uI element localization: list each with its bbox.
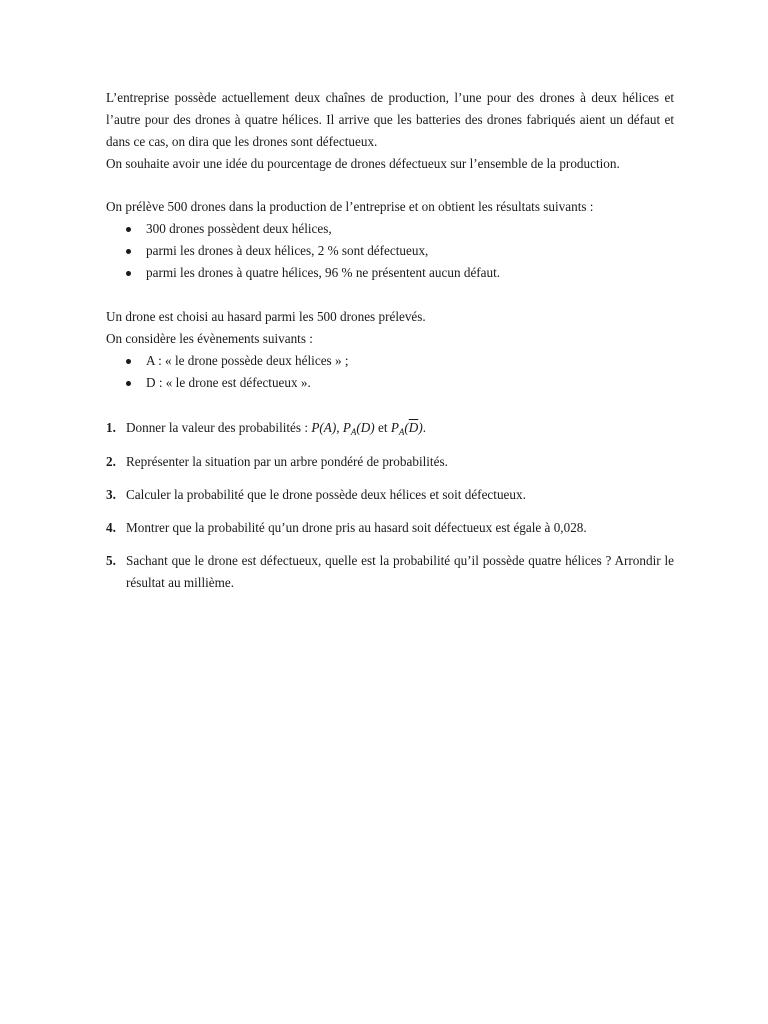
list-item-text: parmi les drones à quatre hélices, 96 % ne présentent aucun défaut.: [146, 265, 501, 280]
prob-pa-notd-bar: $\overline{D}$: [408, 420, 419, 435]
events-line-2: On considère les évènements suivants :: [106, 331, 313, 346]
bullet-icon: [126, 381, 131, 386]
question-3: [106, 484, 674, 506]
events-paragraph: [106, 306, 674, 350]
prob-pa-notd-symbol: P: [390, 420, 399, 435]
list-item-text: A : « le drone possède deux hélices » ;: [146, 353, 349, 368]
list-item: [106, 218, 500, 240]
bullet-icon: [126, 359, 131, 364]
sample-list: [106, 218, 500, 284]
list-item: [106, 240, 500, 262]
events-line-1: Un drone est choisi au hasard parmi les 500 drones prélevés.: [106, 309, 426, 324]
prob-pa-notd-close: ): [418, 420, 423, 435]
prob-pa-notd-open: (: [404, 420, 409, 435]
prob-p-a: P(A): [311, 420, 337, 435]
question-number: 3.: [106, 487, 116, 502]
question-5: [106, 550, 674, 594]
question-4: [106, 517, 674, 539]
question-1-text: Donner la valeur des probabilités :: [126, 420, 312, 435]
bullet-icon: [126, 249, 131, 254]
question-1: [106, 417, 674, 440]
list-item-text: D : « le drone est défectueux ».: [146, 375, 311, 390]
list-item: [106, 262, 500, 284]
separator: ,: [336, 420, 343, 435]
list-item: [106, 350, 349, 372]
prob-pa-d-arg: (D): [356, 420, 375, 435]
question-text: Calculer la probabilité que le drone possède deux hélices et soit défectueux.: [126, 487, 526, 502]
intro-line-1: L’entreprise possède actuellement deux chaînes de production, l’une pour des drones à deux hélices et: [106, 90, 674, 105]
intro-line-4: On souhaite avoir une idée du pourcentage de drones défectueux sur l’ensemble de la production.: [106, 156, 620, 171]
question-number: 1.: [106, 420, 116, 435]
events-list: [106, 350, 349, 394]
question-text: Représenter la situation par un arbre pondéré de probabilités.: [126, 454, 448, 469]
separator: et: [374, 420, 391, 435]
list-item-text: parmi les drones à deux hélices, 2 % sont défectueux,: [146, 243, 429, 258]
bullet-icon: [126, 271, 131, 276]
question-text: [126, 550, 674, 594]
list-item: [106, 372, 349, 394]
prob-pa-d-symbol: P: [342, 420, 351, 435]
sample-lead: [106, 196, 674, 218]
question-text: [126, 417, 674, 440]
prob-pa-d-subscript: A: [350, 427, 357, 437]
intro-paragraph: [106, 87, 674, 175]
intro-line-2: l’autre pour des drones à quatre hélices. Il arrive que les batteries des drones fabriqués aient un défaut et: [106, 112, 674, 127]
question-1-end: .: [422, 420, 427, 435]
question-text: Montrer que la probabilité qu’un drone pris au hasard soit défectueux est égale à 0,028.: [126, 520, 587, 535]
question-5-line-1: Sachant que le drone est défectueux, quelle est la probabilité qu’il possède quatre hélices ? Arrondir le: [126, 553, 674, 568]
prob-pa-notd-subscript: A: [398, 427, 405, 437]
sample-lead-text: On prélève 500 drones dans la production de l’entreprise et on obtient les résultats suivants :: [106, 199, 594, 214]
question-number: 4.: [106, 520, 116, 535]
question-number: 2.: [106, 454, 116, 469]
question-2: [106, 451, 674, 473]
bullet-icon: [126, 227, 131, 232]
intro-line-3: dans ce cas, on dira que les drones sont défectueux.: [106, 134, 378, 149]
list-item-text: 300 drones possèdent deux hélices,: [146, 221, 332, 236]
question-number: 5.: [106, 553, 116, 568]
question-5-line-2: résultat au millième.: [126, 575, 235, 590]
